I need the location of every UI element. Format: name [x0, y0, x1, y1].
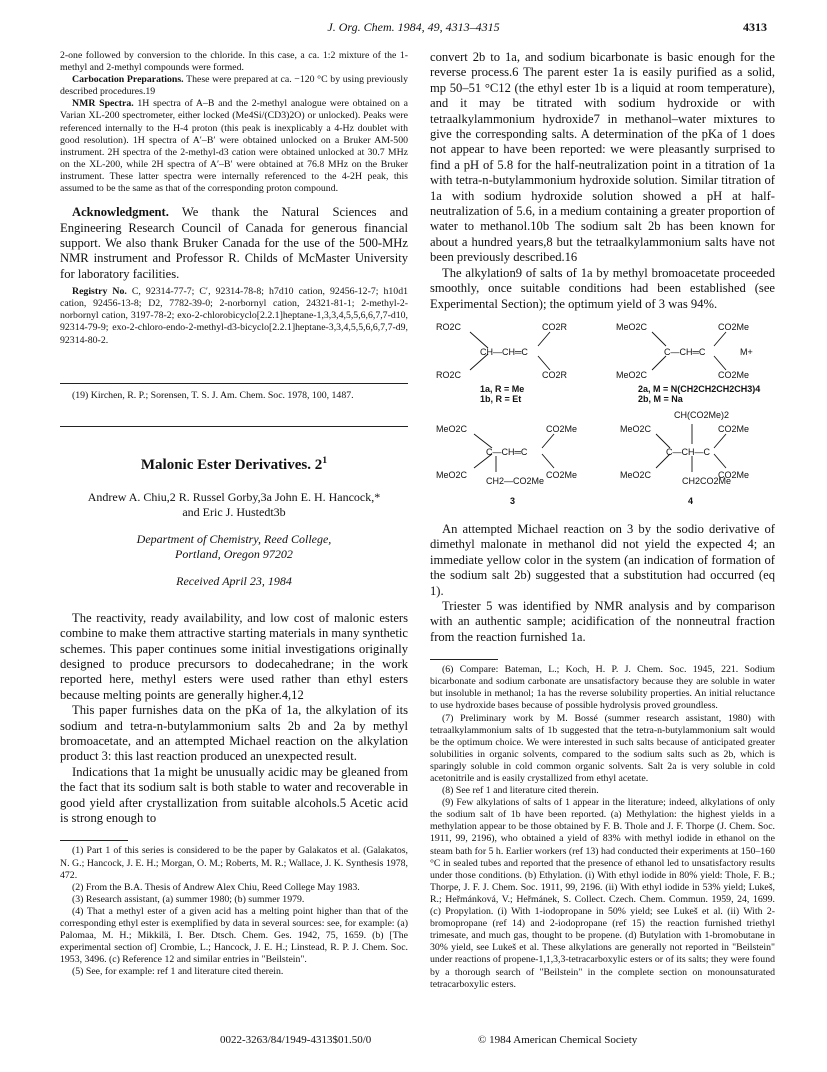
registry-paragraph	[60, 286, 408, 346]
s3-co2me-bottom: CO2Me	[546, 469, 578, 480]
s1-ro2c-top: RO2C	[436, 321, 462, 332]
footnote-9: (9) Few alkylations of salts of 1 appear in the literature; indeed, alkylations of only the sodium salt of 1b have been reported. (a) Methylation: the highest yields in a methylation appear to be those obtained by F. B. Thole and J. F. Thorpe (J. Chem. Soc. 1911, 99, 2196), who obtained a yield of 83% with methyl iodide in ethanol on the steam bath for 5 h. Earlier workers (ref 13) had conducted their experiments at 150–160 °C in sealed tubes and reported that the presence of ethanol led to unsatisfactory results under those conditions. (b) Ethylation. (i) With ethyl iodide in 80% yield: Thole, F. B.; Thorpe, J. F. J. Chem. Soc. 1911, 99, 2196. (ii) With ethyl iodide in 53% yield; Lukeš, R.; Heřmánková, V.; Heřmánek, S. Collect. Czech. Chem. Commun. 1959, 24, 1699. (c) Propylation. (i) With 1-iodopropane in 50% yield; see Lukeš et al. (ii) With 2-bromopropane (ref 14) and 2-iodopropane (ref 15) the reaction furnished triethyl trimesate, and much gas, thought to be propene. (d) Butylation with 1-bromobutane in 30% yield, see Lukeš et al. These alkylations are generally not reported in "Beilstein" under reactions of propene-1,1,3,3-tetracarboxylic esters or of its salts; they were found by a thorough search of "Beilstein" in the complete section on monounsaturated tetracarboxylic esters.	[430, 797, 775, 990]
article-rule	[60, 426, 408, 427]
footnote-7: (7) Preliminary work by M. Bossé (summer research assistant, 1980) with tetraalkylammonium salts of 1b suggested that the tetra-n-butylammonium salt would be the optimum choice. We were interested in such salts because of anticipated greater solubilities in organic solvents, compared to the sodium salts such as 2b, which is sparingly soluble in cold common organic solvents. Salt 2a is very soluble in cold acetonitrile and is easily crystallized from ethyl acetate.	[430, 712, 775, 784]
footnotes-left	[60, 845, 408, 978]
acknowledgment-text: We thank the Natural Sciences and Engineering Research Council of Canada for generous financial support. We also thank Bruker Canada for the use of the 500-MHz NMR instrument and Professor R. Childs of McMaster University for laboratory facilities.	[60, 205, 408, 281]
acknowledgment-paragraph	[60, 205, 408, 282]
copyright: © 1984 American Chemical Society	[478, 1034, 638, 1046]
footnote-4: (4) That a methyl ester of a given acid has a melting point higher than that of the corresponding ethyl ester is exemplified by data in several sources: see, for example: (a) Palomaa, M. H.; Mikkilä, I. Ber. Dtsch. Chem. Ges. 1942, 75, 1659. (b) [The experimental section of] Crombie, L.; Hancock, J. E. H.; Linstead, R. P. J. Chem. Soc. 1953, 3496. (c) Reference 12 and similar entries in "Beilstein".	[60, 905, 408, 966]
s4-backbone: C—CH—C	[666, 446, 710, 457]
intro-paragraph-3: Indications that 1a might be unusually acidic may be gleaned from the fact that its sodium salt is both stable to water and recoverable in good yield after crystallization from suitable alcohols.5 Acetic acid is strong enough to	[60, 764, 408, 825]
footnote-3: (3) Research assistant, (a) summer 1980; (b) summer 1979.	[72, 893, 305, 905]
s4-malonyl: CH(CO2Me)2	[674, 409, 730, 420]
s4-ch2co2me: CH2CO2Me	[682, 475, 732, 486]
s2-meo2c-top: MeO2C	[616, 321, 648, 332]
journal-reference: J. Org. Chem. 1984, 49, 4313–4315	[327, 20, 500, 34]
s4-co2me-top: CO2Me	[718, 423, 750, 434]
continued-paragraph: 2-one followed by conversion to the chloride. In this case, a ca. 1:2 mixture of the 1-methyl and 2-methyl compounds were formed.	[60, 50, 408, 74]
s4-co2me-bottom: CO2Me	[718, 469, 750, 480]
intro-paragraph-1: The reactivity, ready availability, and low cost of malonic esters combine to make them attractive starting materials in many synthetic schemes. This paper continues some initial investigations originally designed to produce precursors to dodecahedrane; in the work reported here, methyl esters were used rather than ethyl esters because melting points are generally higher.4,12	[60, 610, 408, 702]
s1-ro2c-bottom: RO2C	[436, 369, 462, 380]
footnote-rule-right	[430, 659, 498, 660]
running-header	[60, 20, 767, 38]
footnote-2: (2) From the B.A. Thesis of Andrew Alex Chiu, Reed College May 1983.	[72, 881, 360, 893]
s4-meo2c-top: MeO2C	[620, 423, 652, 434]
right-column	[430, 50, 775, 991]
authors-line-1: Andrew A. Chiu,2 R. Russel Gorby,3a John E. H. Hancock,*	[87, 489, 381, 504]
article-code: 0022-3263/84/1949-4313$01.50/0	[220, 1034, 372, 1046]
acknowledgment-heading: Acknowledgment.	[72, 205, 169, 220]
s2-meo2c-bottom: MeO2C	[616, 369, 648, 380]
carbocation-heading: Carbocation Preparations.	[72, 74, 184, 86]
s3-backbone: C—CH═C	[486, 446, 528, 457]
s3-meo2c-top: MeO2C	[436, 423, 468, 434]
section-rule	[60, 383, 408, 384]
label-4: 4	[688, 495, 694, 506]
label-1b: 1b, R = Et	[480, 393, 522, 404]
s4-meo2c-bottom: MeO2C	[620, 469, 652, 480]
s2-co2me-top: CO2Me	[718, 321, 750, 332]
label-2a: 2a, M = N(CH2CH2CH2CH3)4	[638, 383, 761, 394]
intro-paragraph-2: This paper furnishes data on the pKa of 1a, the alkylation of its sodium and tetra-n-butylammonium salts 2b and 2a by methyl bromoacetate, and an attempted Michael reaction on the alkylation product 3: this last reaction produced an unexpected result.	[60, 703, 408, 764]
s2-backbone: C—CH═C	[664, 346, 706, 357]
footnote-1: (1) Part 1 of this series is considered to be the paper by Galakatos et al. (Galakatos, N. G.; Hancock, J. E. H.; Morgan, O. M.; Roberts, M. R.; Wallace, J. K. Synthesis 1978, 472.	[60, 845, 408, 881]
s3-co2me-top: CO2Me	[546, 423, 578, 434]
s3-ch2co2me: CH2—CO2Me	[486, 475, 545, 486]
registry-text: C, 92314-77-7; C′, 92314-78-8; h7d10 cation, 92456-12-7; h10d1 cation, 92456-13-8; D2, 7782-39-0; 2-norbornyl cation, 24321-81-1; 2-methyl-2-norbornyl cation, 3197-78-2; exo-2-chlorobicyclo[2.2.1]heptane-1,3,3,4,5,5,6,6,7,7-d10, 92314-79-9; exo-2-chloro-endo-2-methyl-d3-bicyclo[2.2.1]heptane-3,3,4,5,5,6,6,7,7-d9, 92314-80-2.	[60, 286, 408, 346]
s1-co2r-bottom: CO2R	[542, 369, 568, 380]
right-paragraph-2: The alkylation9 of salts of 1a by methyl bromoacetate proceeded smoothly, once suitable conditions had been established (see Experimental Section); the optimum yield of 3 was 94%.	[430, 265, 775, 311]
label-1a: 1a, R = Me	[480, 383, 525, 394]
authors-line-2: and Eric J. Hustedt3b	[182, 504, 286, 519]
s1-backbone: CH—CH═C	[480, 346, 528, 357]
right-paragraph-3: An attempted Michael reaction on 3 by the sodio derivative of dimethyl malonate in methanol did not yield the expected 4; an immediate yellow color in the system (an indication of formation of the sodium salt 2b) suggested that a substitution had occurred (eq 1).	[430, 521, 775, 598]
s2-co2me-bottom: CO2Me	[718, 369, 750, 380]
carbocation-paragraph	[60, 74, 408, 98]
article-title-text: Malonic Ester Derivatives. 2	[140, 456, 323, 473]
right-paragraph-4: Triester 5 was identified by NMR analysis and by comparison with an authentic sample; acidification of the nonneutral fraction from the reaction furnished 1a.	[430, 598, 775, 644]
article-title-sup: 1	[322, 454, 328, 466]
footnotes-right	[430, 664, 775, 991]
article-title	[60, 454, 408, 474]
s1-co2r-top: CO2R	[542, 321, 568, 332]
footnote-8: (8) See ref 1 and literature cited therein.	[442, 785, 599, 797]
affiliation-line-2: Portland, Oregon 97202	[175, 546, 293, 561]
s2-cation: M+	[740, 346, 753, 357]
label-2b: 2b, M = Na	[638, 393, 683, 404]
label-3: 3	[510, 495, 516, 506]
article-header	[60, 454, 408, 589]
page-number: 4313	[743, 20, 767, 34]
received-date: Received April 23, 1984	[176, 573, 292, 588]
carbocation-text: These were prepared at ca. −120 °C by using previously described procedures.19	[60, 74, 409, 98]
chemical-structures-figure	[430, 318, 775, 514]
footnote-19: (19) Kirchen, R. P.; Sorensen, T. S. J. Am. Chem. Soc. 1978, 100, 1487.	[72, 389, 354, 401]
s3-meo2c-bottom: MeO2C	[436, 469, 468, 480]
right-paragraph-1: convert 2b to 1a, and sodium bicarbonate is basic enough for the reverse process.6 The parent ester 1a is easily purified as a solid, mp 50–51 °C12 (the ethyl ester 1b is a liquid at room temperature), and it may be titrated with sodium hydroxide or with tetraalkylammonium hydroxide7 in methanol–water mixtures to give the corresponding salts. A determination of the pKa of 1 does not appear to have been reported: we were pleasantly surprised to find a pH of 5.8 for the half-neutralization point in a titration of 1a with tetra-n-butylammonium hydroxide solution. Similar titration of 1a with sodium hydroxide solution showed a pH at half-neutralization of 5.6, in a medium containing a greater proportion of water to methanol.10b The sodium salt 2b has been known for about a hundred years,8 but the tetraalkylammonium salts have not been previously described.16	[430, 50, 775, 265]
nmr-heading: NMR Spectra.	[72, 98, 134, 110]
nmr-paragraph	[60, 98, 408, 195]
nmr-text: 1H spectra of A–B and the 2-methyl analogue were obtained on a Varian XL-200 spectrometer, either locked (Me4Si/(CD3)2O) or unlocked). Peaks were referenced internally to the H-4 proton (this peak is inexplicably a 4-Hz doublet with good resolution). 1H spectra of A′–B′ were obtained unlocked on a Bruker AM-500 instrument. 2H spectra of the 2-methyl-d3 cation were obtained unlocked at 30.7 MHz on the XL-200, while 2H spectra of A′–B′ were obtained at 76.8 MHz on the Bruker instrument. These latter spectra were internally referenced to the 4-2H peak, this assumed to be the same as that of the corresponding proton compound.	[60, 98, 408, 195]
footnote-5: (5) See, for example: ref 1 and literature cited therein.	[72, 966, 284, 978]
footnote-6: (6) Compare: Bateman, L.; Koch, H. P. J. Chem. Soc. 1945, 221. Sodium bicarbonate and sodium carbonate are unsatisfactory because they are soluble in water but insoluble in methanol; 1a has the reverse solubility properties. An initial reluctance to use hydroxide bases because of possible hydrolysis proved groundless.	[430, 664, 775, 712]
registry-heading: Registry No.	[72, 286, 127, 298]
left-column	[60, 50, 408, 978]
footnote-rule	[60, 840, 128, 841]
affiliation-line-1: Department of Chemistry, Reed College,	[136, 531, 332, 546]
